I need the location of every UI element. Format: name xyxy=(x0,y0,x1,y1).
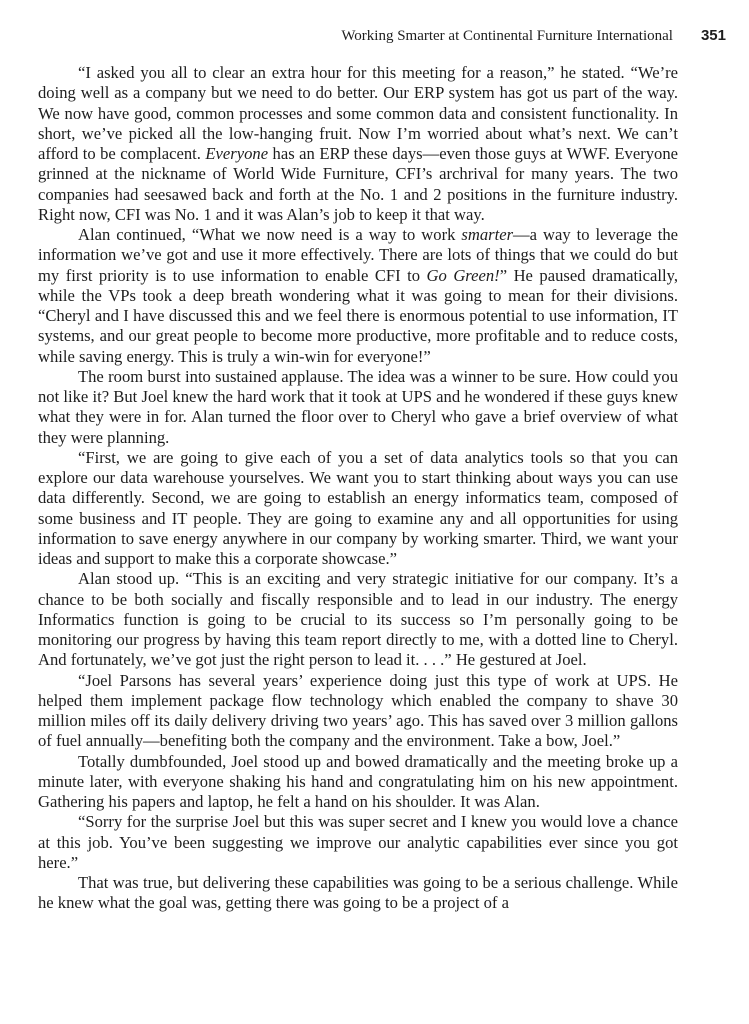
paragraph-4: “First, we are going to give each of you a set of data analytics tools so that you can explore our data warehouse yourselves. We want you to start thinking about ways you can use data differently. Second, we are going to establish an energy informatics team, composed of some business and IT people. They are going to examine any and all opportunities for using information to save energy anywhere in our company by working smarter. Third, we want your ideas and support to make this a corporate showcase.” xyxy=(38,447,678,568)
paragraph-7: Totally dumbfounded, Joel stood up and bowed dramatically and the meeting broke up a minute later, with everyone shaking his hand and congratulating him on his new appointment. Gathering his papers and laptop, he felt a hand on his shoulder. It was Alan. xyxy=(38,751,678,811)
paragraph-8: “Sorry for the surprise Joel but this was super secret and I knew you would love a chance at this job. You’ve been suggesting we improve our analytic capabilities ever since you got here.” xyxy=(38,812,678,872)
paragraph-1-text-a: “I asked you all to clear an extra hour for this meeting for a reason,” he stated. “We’re doing well as a company but we need to do better. Our ERP system has got us part of the way. We now have good, common processes and some common data and consistent functionality. In short, we’ve picked all the low-hanging fruit. Now I’m worried about what’s next. We can’t afford to be complacent. xyxy=(38,63,678,163)
running-header xyxy=(0,26,726,46)
paragraph-2 xyxy=(38,225,678,367)
paragraph-2-text-c: ” He paused dramatically, while the VPs took a deep breath wondering what it was going to mean for their divisions. “Cheryl and I have discussed this and we feel there is enormous potential to use information, IT systems, and our great people to become more productive, more profitable and to reduce costs, while saving energy. This is truly a win-win for everyone!” xyxy=(38,265,678,366)
paragraph-1-text-b: has an ERP these days—even those guys at WWF. Everyone grinned at the nickname of World Wide Furniture, CFI’s archrival for many years. The two companies had seesawed back and forth at the No. 1 and 2 positions in the furniture industry. Right now, CFI was No. 1 and it was Alan’s job to keep it that way. xyxy=(38,144,679,224)
paragraph-2-emphasis: smarter xyxy=(461,225,514,244)
paragraph-1 xyxy=(38,63,678,225)
paragraph-6: “Joel Parsons has several years’ experience doing just this type of work at UPS. He helped them implement package flow technology which enabled the company to shave 30 million miles off its daily delivery driving two years’ ago. This has saved over 3 million gallons of fuel annually—benefiting both the company and the environment. Take a bow, Joel.” xyxy=(38,670,678,751)
paragraph-2-text-b: —a way to leverage the information we’ve got and use it more effectively. There are lots of things that we could do but my first priority is to use information to enable CFI to xyxy=(38,225,678,285)
paragraph-2-text-a: Alan continued, “What we now need is a way to work xyxy=(78,225,462,244)
paragraph-5: Alan stood up. “This is an exciting and very strategic initiative for our company. It’s a chance to be both socially and fiscally responsible and to lead in our industry. The energy Informatics function is going to be crucial to its success so I’m personally going to be monitoring our progress by having this team report directly to me, with a dotted line to Cheryl. And fortunately, we’ve got just the right person to lead it. . . .” He gestured at Joel. xyxy=(38,569,678,670)
body-text xyxy=(38,63,678,914)
page-number: 351 xyxy=(700,27,726,44)
running-title: Working Smarter at Continental Furniture International xyxy=(341,28,673,44)
paragraph-1-emphasis: Everyone xyxy=(205,144,269,163)
paragraph-9: That was true, but delivering these capabilities was going to be a serious challenge. While he knew what the goal was, getting there was going to be a project of a xyxy=(38,873,678,913)
paragraph-3: The room burst into sustained applause. The idea was a winner to be sure. How could you not like it? But Joel knew the hard work that it took at UPS and he wondered if these guys knew what they were in for. Alan turned the floor over to Cheryl who gave a brief overview of what they were planning. xyxy=(38,366,678,447)
paragraph-2-emphasis-2: Go Green! xyxy=(426,265,500,285)
